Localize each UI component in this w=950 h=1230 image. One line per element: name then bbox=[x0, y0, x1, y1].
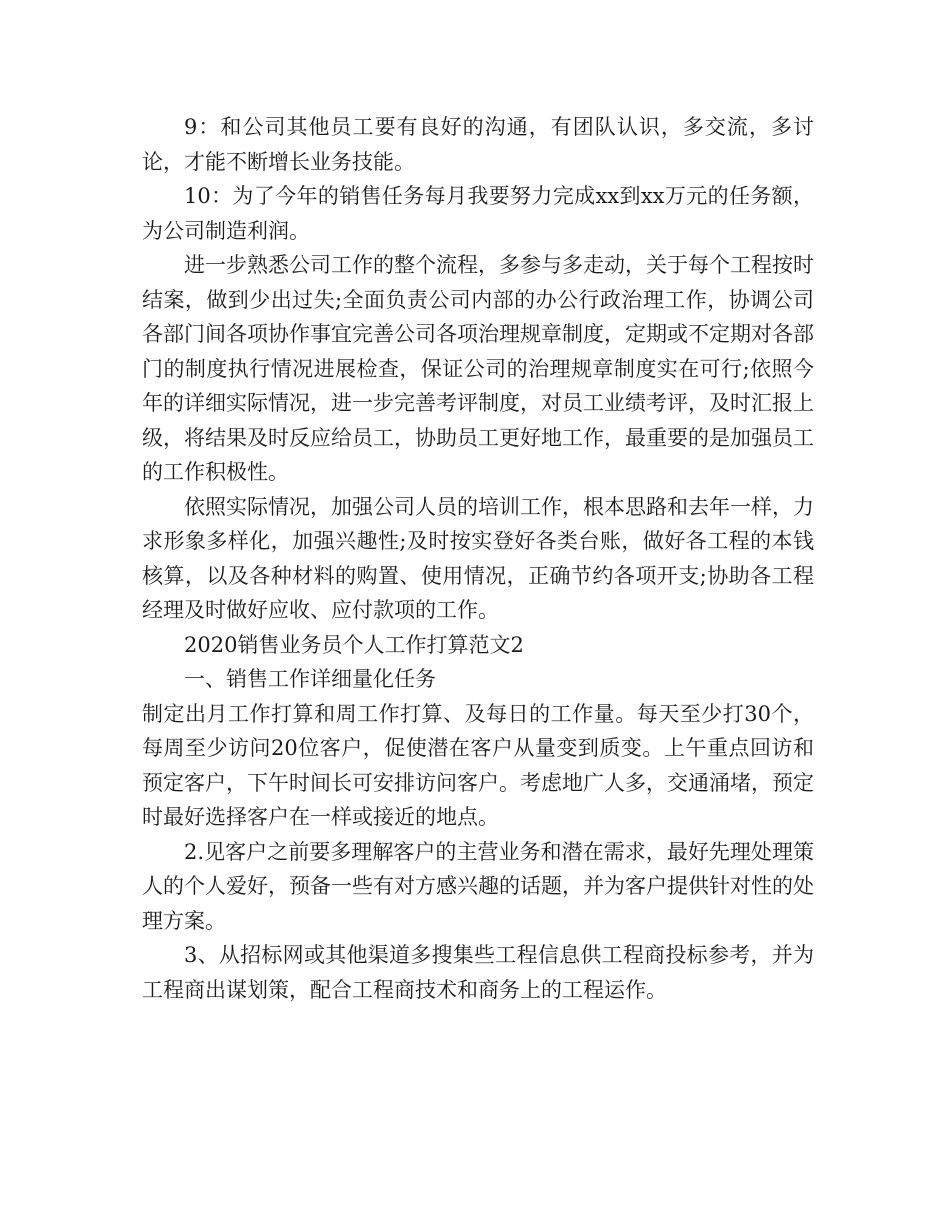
paragraph-item-2: 2.见客户之前要多理解客户的主营业务和潜在需求，最好先理处理策人的个人爱好，预备一些有对方感兴趣的话题，并为客户提供针对性的处理方案。 bbox=[142, 839, 814, 933]
paragraph-item-9: 9：和公司其他员工要有良好的沟通，有团队认识，多交流，多讨论，才能不断增长业务技能。 bbox=[142, 115, 814, 174]
section-title-example-2: 2020销售业务员个人工作打算范文2 bbox=[184, 632, 524, 657]
paragraph-item-10: 10：为了今年的销售任务每月我要努力完成xx到xx万元的任务额，为公司制造利润。 bbox=[142, 184, 814, 243]
document-body bbox=[142, 110, 814, 1007]
paragraph-workflow: 进一步熟悉公司工作的整个流程，多参与多走动，关于每个工程按时结案，做到少出过失;全面负责公司内部的办公行政治理工作，协调公司各部门间各项协作事宜完善公司各项治理规章制度，定期或不定期对各部门的制度执行情况进展检查，保证公司的治理规章制度实在可行;依照今年的详细实际情况，进一步完善考评制度，对员工业绩考评，及时汇报上级，将结果及时反应给员工，协助员工更好地工作，最重要的是加强员工的工作积极性。 bbox=[142, 253, 814, 484]
paragraph-item-3: 3、从招标网或其他渠道多搜集些工程信息供工程商投标参考，并为工程商出谋划策，配合工程商技术和商务上的工程运作。 bbox=[142, 943, 814, 1002]
paragraph-training: 依照实际情况，加强公司人员的培训工作，根本思路和去年一样，力求形象多样化，加强兴趣性;及时按实登好各类台账，做好各工程的本钱核算，以及各种材料的购置、使用情况，正确节约各项开支;协助各工程经理及时做好应收、应付款项的工作。 bbox=[142, 494, 814, 622]
section-heading-1: 一、销售工作详细量化任务 bbox=[184, 667, 436, 691]
paragraph-work-plan: 制定出月工作打算和周工作打算、及每日的工作量。每天至少打30个，每周至少访问20位客户，促使潜在客户从量变到质变。上午重点回访和预定客户，下午时间长可安排访问客户。考虑地广人多，交通涌堵，预定时最好选择客户在一样或接近的地点。 bbox=[142, 701, 814, 829]
